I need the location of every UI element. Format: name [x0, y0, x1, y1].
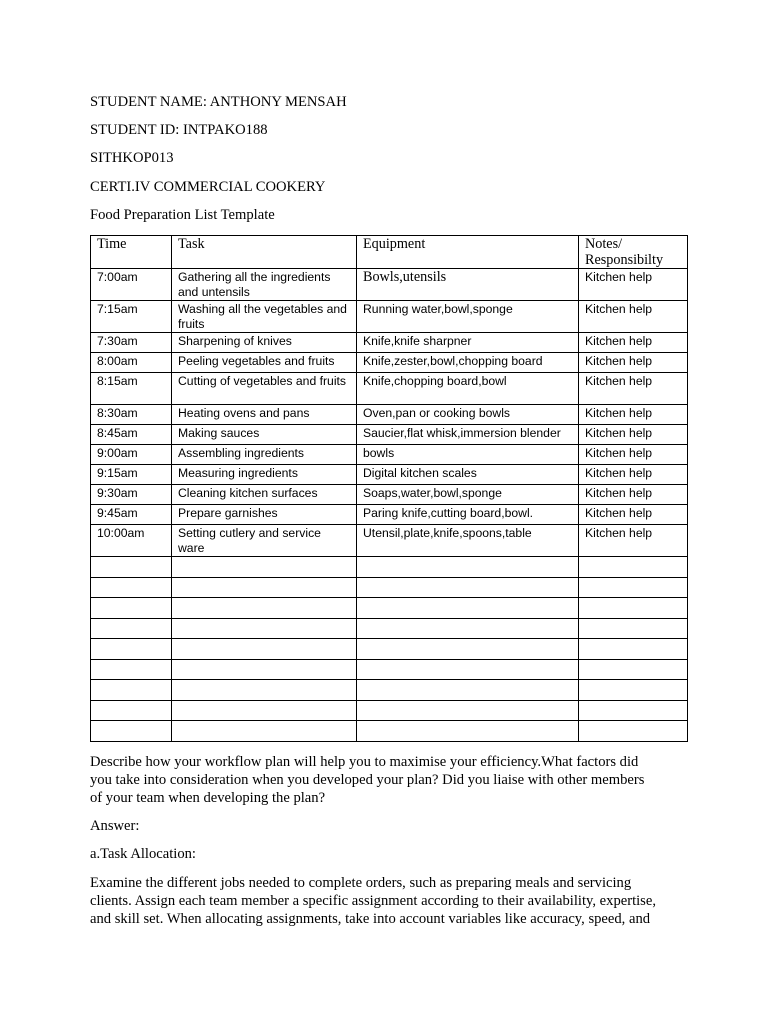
empty-table-row	[91, 721, 688, 742]
column-header-notes: Notes/ Responsibilty	[579, 236, 688, 269]
notes-cell: Kitchen help	[579, 405, 688, 425]
time-cell: 9:00am	[91, 445, 172, 465]
table-row	[91, 373, 688, 405]
column-header-task: Task	[172, 236, 357, 269]
question-line: Describe how your workflow plan will help you to maximise your efficiency.What factors did	[90, 754, 639, 770]
equipment-cell: Paring knife,cutting board,bowl.	[357, 505, 579, 525]
column-header-equipment: Equipment	[357, 236, 579, 269]
table-row	[91, 353, 688, 373]
task-cell: Cleaning kitchen surfaces	[172, 485, 357, 505]
equipment-cell: Digital kitchen scales	[357, 465, 579, 485]
empty-table-row	[91, 639, 688, 660]
course-title: CERTI.IV COMMERCIAL COOKERY	[90, 179, 326, 195]
student-id: STUDENT ID: INTPAKO188	[90, 122, 268, 138]
notes-cell: Kitchen help	[579, 445, 688, 465]
column-header-time: Time	[91, 236, 172, 269]
table-row	[91, 405, 688, 425]
template-title: Food Preparation List Template	[90, 207, 275, 223]
time-cell: 8:30am	[91, 405, 172, 425]
equipment-cell: Soaps,water,bowl,sponge	[357, 485, 579, 505]
equipment-cell: Bowls,utensils	[357, 269, 579, 301]
task-cell: Setting cutlery and service ware	[172, 525, 357, 557]
question-line: you take into consideration when you developed your plan? Did you liaise with other members	[90, 772, 645, 788]
notes-cell: Kitchen help	[579, 373, 688, 405]
question-line: of your team when developing the plan?	[90, 790, 326, 806]
task-cell: Sharpening of knives	[172, 333, 357, 353]
table-row	[91, 445, 688, 465]
table-row	[91, 333, 688, 353]
time-cell: 9:15am	[91, 465, 172, 485]
answer-paragraph	[90, 874, 690, 928]
equipment-cell: Saucier,flat whisk,immersion blender	[357, 425, 579, 445]
notes-cell: Kitchen help	[579, 485, 688, 505]
empty-table-row	[91, 618, 688, 639]
equipment-cell: Knife,chopping board,bowl	[357, 373, 579, 405]
table-row	[91, 465, 688, 485]
table-row	[91, 425, 688, 445]
notes-cell: Kitchen help	[579, 333, 688, 353]
equipment-cell: Oven,pan or cooking bowls	[357, 405, 579, 425]
table-row	[91, 301, 688, 333]
table-row	[91, 505, 688, 525]
equipment-cell: Running water,bowl,sponge	[357, 301, 579, 333]
equipment-cell: bowls	[357, 445, 579, 465]
task-cell: Measuring ingredients	[172, 465, 357, 485]
equipment-cell: Utensil,plate,knife,spoons,table	[357, 525, 579, 557]
task-cell: Gathering all the ingredients and untensils	[172, 269, 357, 301]
question-paragraph	[90, 753, 690, 807]
table-row	[91, 525, 688, 557]
subheading-task-allocation: a.Task Allocation:	[90, 846, 196, 862]
time-cell: 7:15am	[91, 301, 172, 333]
time-cell: 8:15am	[91, 373, 172, 405]
notes-cell: Kitchen help	[579, 269, 688, 301]
equipment-cell: Knife,knife sharpner	[357, 333, 579, 353]
notes-cell: Kitchen help	[579, 465, 688, 485]
time-cell: 7:00am	[91, 269, 172, 301]
task-cell: Cutting of vegetables and fruits	[172, 373, 357, 405]
time-cell: 7:30am	[91, 333, 172, 353]
notes-cell: Kitchen help	[579, 425, 688, 445]
answer-line: Examine the different jobs needed to complete orders, such as preparing meals and servicing	[90, 875, 632, 891]
time-cell: 8:00am	[91, 353, 172, 373]
time-cell: 9:30am	[91, 485, 172, 505]
task-cell: Making sauces	[172, 425, 357, 445]
table-row	[91, 269, 688, 301]
task-cell: Assembling ingredients	[172, 445, 357, 465]
notes-cell: Kitchen help	[579, 301, 688, 333]
student-name: STUDENT NAME: ANTHONY MENSAH	[90, 94, 347, 110]
task-cell: Heating ovens and pans	[172, 405, 357, 425]
task-cell: Prepare garnishes	[172, 505, 357, 525]
answer-label: Answer:	[90, 818, 140, 834]
empty-table-row	[91, 598, 688, 619]
answer-line: and skill set. When allocating assignments, take into account variables like accuracy, speed, and	[90, 911, 651, 927]
table-row	[91, 485, 688, 505]
equipment-cell: Knife,zester,bowl,chopping board	[357, 353, 579, 373]
unit-code: SITHKOP013	[90, 150, 174, 166]
food-preparation-table	[90, 235, 688, 742]
time-cell: 8:45am	[91, 425, 172, 445]
empty-table-row	[91, 700, 688, 721]
empty-table-row	[91, 680, 688, 701]
task-cell: Peeling vegetables and fruits	[172, 353, 357, 373]
answer-line: clients. Assign each team member a specific assignment according to their availability, expertise,	[90, 893, 656, 909]
time-cell: 9:45am	[91, 505, 172, 525]
notes-cell: Kitchen help	[579, 353, 688, 373]
empty-table-row	[91, 659, 688, 680]
notes-cell: Kitchen help	[579, 505, 688, 525]
empty-table-row	[91, 577, 688, 598]
table-header-row	[91, 236, 688, 269]
notes-cell: Kitchen help	[579, 525, 688, 557]
empty-table-row	[91, 557, 688, 578]
task-cell: Washing all the vegetables and fruits	[172, 301, 357, 333]
time-cell: 10:00am	[91, 525, 172, 557]
